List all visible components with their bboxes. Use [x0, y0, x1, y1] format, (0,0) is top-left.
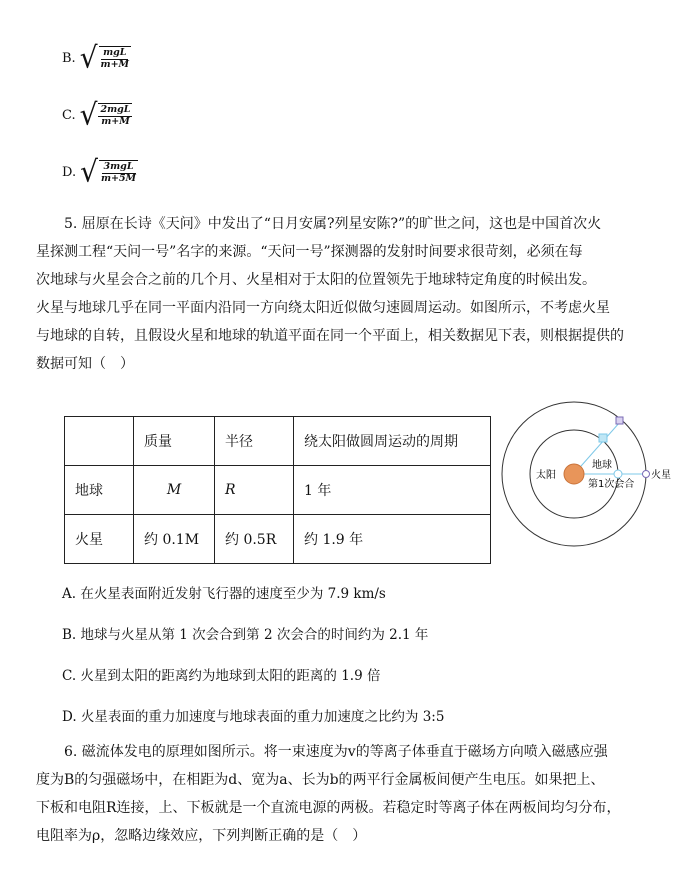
stem-line: 与地球的自转，且假设火星和地球的轨道平面在同一个平面上，相关数据见下表，则根据提供的 — [36, 328, 624, 344]
table-cell: 火星 — [65, 515, 134, 564]
table-header-cell: 半径 — [215, 417, 294, 466]
stem-line: 次地球与火星会合之前的几个月、火星相对于太阳的位置领先于地球特定角度的时候出发。 — [36, 272, 596, 288]
table-header-cell: 绕太阳做圆周运动的周期 — [294, 417, 491, 466]
choice-c[interactable]: C. 火星到太阳的距离约为地球到太阳的距离的 1.9 倍 — [62, 668, 381, 684]
fraction-numerator: 3mgL — [103, 160, 134, 172]
option-label: D. — [62, 164, 77, 180]
choice-b[interactable]: B. 地球与火星从第 1 次会合到第 2 次会合的时间约为 2.1 年 — [62, 627, 429, 643]
fraction-denominator: m+M — [100, 58, 130, 70]
radical-expression: √ $\frac{\text{2mgL}}{m+M}$ — [79, 97, 131, 132]
radical-expression: √ $\frac{\text{3mgL}}{m+5M}$ — [80, 154, 137, 189]
table-cell: 约 1.9 年 — [294, 515, 491, 564]
table-cell: 地球 — [65, 466, 134, 515]
stem-line: 数据可知（ ） — [36, 356, 134, 372]
option-label: C. — [62, 107, 76, 123]
table-cell: 约 0.5R — [215, 515, 294, 564]
earth-meet-point — [614, 470, 622, 478]
mars-position-marker — [616, 417, 623, 424]
question-5-stem — [36, 210, 656, 378]
stem-line: 下板和电阻R连接，上、下板就是一个直流电源的两极。若稳定时等离子体在两板间均匀分布， — [36, 800, 621, 816]
choice-a[interactable]: A. 在火星表面附近发射飞行器的速度至少为 7.9 km/s — [62, 586, 386, 602]
stem-line: 6. 磁流体发电的原理如图所示。将一束速度为v的等离子体垂直于磁场方向喷入磁感应强 — [64, 744, 608, 760]
sun-icon — [564, 464, 584, 484]
table-row — [65, 466, 491, 515]
mars-label: 火星 — [651, 470, 671, 481]
planet-data-table — [64, 416, 491, 564]
stem-line: 电阻率为ρ，忽略边缘效应，下列判断正确的是（ ） — [36, 828, 367, 844]
stem-line: 星探测工程“天问一号”名字的来源。“天问一号”探测器的发射时间要求很苛刻，必须在每 — [36, 244, 583, 260]
fraction-numerator: mgL — [103, 46, 127, 58]
sun-label: 太阳 — [536, 470, 556, 481]
table-cell: M — [134, 466, 215, 515]
option-label: B. — [62, 50, 76, 66]
choice-d[interactable]: D. 火星表面的重力加速度与地球表面的重力加速度之比约为 3:5 — [62, 709, 445, 725]
table-header-row — [65, 417, 491, 466]
table-row — [65, 515, 491, 564]
fraction-denominator: m+M — [101, 115, 130, 127]
fraction-denominator: m+5M — [100, 172, 137, 184]
earth-position-marker — [599, 434, 607, 442]
option-c[interactable] — [62, 97, 132, 132]
orbit-diagram — [496, 398, 686, 558]
stem-line: 火星与地球几乎在同一平面内沿同一方向绕太阳近似做匀速圆周运动。如图所示，不考虑火星 — [36, 300, 610, 316]
radical-expression: √ $\frac{\text{mgL}}{m+M}$ — [79, 40, 130, 75]
table-cell: 约 0.1M — [134, 515, 215, 564]
stem-line: 5. 屈原在长诗《天问》中发出了“日月安属?列星安陈?”的旷世之问，这也是中国首次火 — [64, 216, 602, 232]
first-meet-label: 第1次会合 — [588, 479, 635, 490]
table-header-cell: 质量 — [134, 417, 215, 466]
table-cell: 1 年 — [294, 466, 491, 515]
fraction-numerator: 2mgL — [100, 103, 131, 115]
question-6-stem — [36, 738, 656, 850]
table-cell: R — [215, 466, 294, 515]
table-header-cell — [65, 417, 134, 466]
option-b[interactable] — [62, 40, 131, 75]
earth-label: 地球 — [592, 460, 612, 471]
option-d[interactable] — [62, 154, 138, 189]
mars-meet-point — [643, 471, 650, 478]
stem-line: 度为B的匀强磁场中，在相距为d、宽为a、长为b的两平行金属板间便产生电压。如果把上、 — [36, 772, 605, 788]
